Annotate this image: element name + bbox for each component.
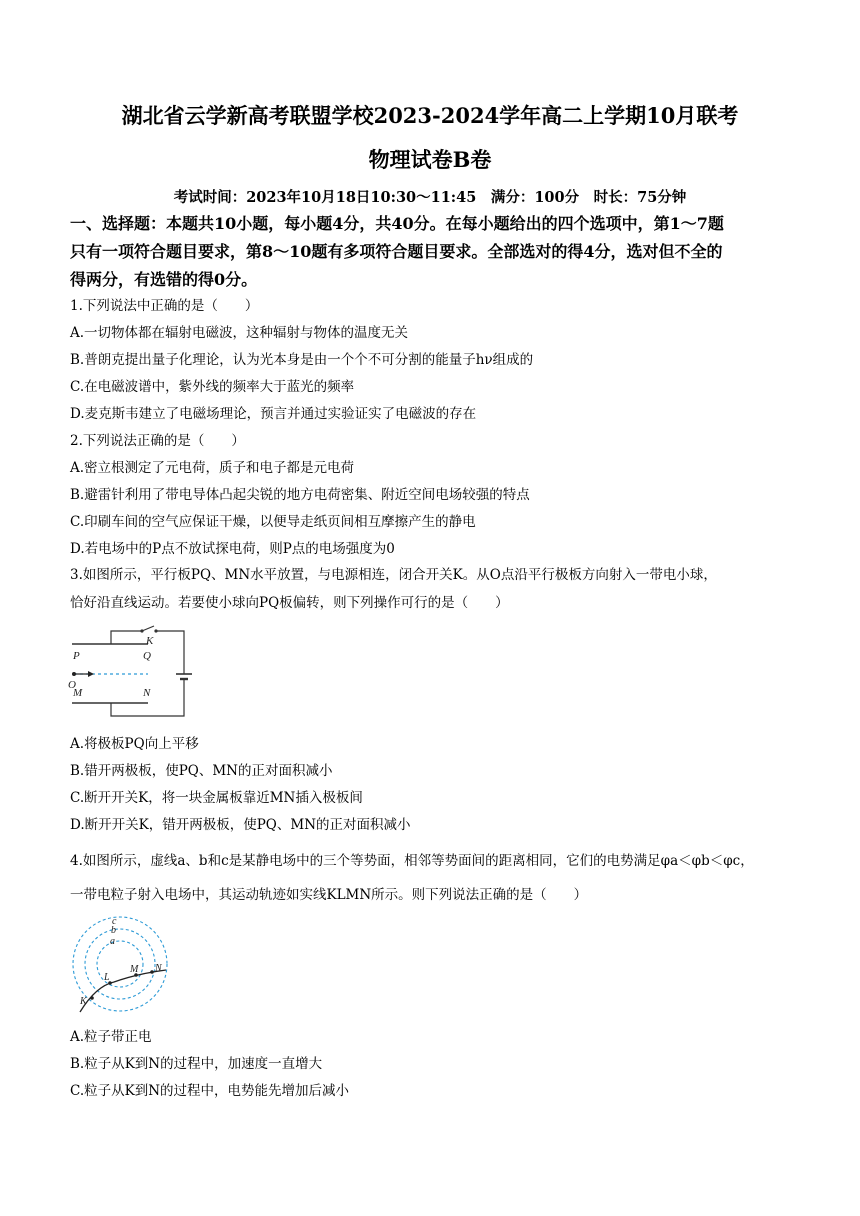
q3-option-a: A.将极板PQ向上平移 <box>70 736 199 752</box>
switch-blade <box>142 626 154 631</box>
q3-option-d: D.断开开关K，错开两极板，使PQ、MN的正对面积减小 <box>70 817 411 833</box>
label-n: N <box>155 963 162 974</box>
section-instructions-line1: 一、选择题：本题共10小题，每小题4分，共40分。在每小题给出的四个选项中，第1～7题 <box>70 214 724 233</box>
q3-stem-line2: 恰好沿直线运动。若要使小球向PQ板偏转，则下列操作可行的是（ ） <box>70 595 509 611</box>
ball-o <box>72 672 76 676</box>
label-k: K <box>146 635 154 647</box>
label-b: b <box>111 925 116 936</box>
q1-stem: 1.下列说法中正确的是（ ） <box>70 298 259 314</box>
section-instructions-line2: 只有一项符合题目要求，第8～10题有多项符合题目要求。全部选对的得4分，选对但不全的 <box>70 242 723 261</box>
point-n <box>150 970 154 974</box>
q1-option-c: C.在电磁波谱中，紫外线的频率大于蓝光的频率 <box>70 379 355 395</box>
q3-stem-line1: 3.如图所示，平行板PQ、MN水平放置，与电源相连，闭合开关K。从O点沿平行极板方向射入一带电小球， <box>70 567 717 583</box>
label-m: M <box>130 964 139 975</box>
label-l: L <box>104 972 110 983</box>
equipotential-figure <box>66 914 178 1016</box>
capacitor-circuit-figure <box>66 622 196 724</box>
circuit-top-wire-left <box>111 631 142 644</box>
label-p: P <box>73 650 80 662</box>
label-o: O <box>68 679 76 691</box>
exam-title-line2: 物理试卷B卷 <box>368 147 492 172</box>
q4-stem-line1: 4.如图所示，虚线a、b和c是某静电场中的三个等势面，相邻等势面间的距离相同，它们的电势满足φa＜φb＜φc， <box>70 853 754 869</box>
switch-contact-left <box>140 629 143 632</box>
q2-option-a: A.密立根测定了元电荷，质子和电子都是元电荷 <box>70 460 355 476</box>
q4-option-b: B.粒子从K到N的过程中，加速度一直增大 <box>70 1056 323 1072</box>
q4-stem-line2: 一带电粒子射入电场中，其运动轨迹如实线KLMN所示。则下列说法正确的是（ ） <box>70 887 588 903</box>
q2-option-b: B.避雷针利用了带电导体凸起尖锐的地方电荷密集、附近空间电场较强的特点 <box>70 487 530 503</box>
q3-option-c: C.断开开关K，将一块金属板靠近MN插入极板间 <box>70 790 363 806</box>
equipotential-c <box>73 917 167 1011</box>
exam-title-line1: 湖北省云学新高考联盟学校2023-2024学年高二上学期10月联考 <box>121 103 739 128</box>
exam-info: 考试时间：2023年10月18日10:30～11:45 满分：100分 时长：75分钟 <box>173 189 687 206</box>
circuit-top-wire-right <box>156 631 184 674</box>
q4-option-a: A.粒子带正电 <box>70 1029 152 1045</box>
q2-option-d: D.若电场中的P点不放试探电荷，则P点的电场强度为0 <box>70 541 395 557</box>
equipotential-b <box>85 929 155 999</box>
label-a: a <box>110 936 115 947</box>
label-m: M <box>73 687 83 699</box>
arrow-head-icon <box>88 671 94 677</box>
q4-option-c: C.粒子从K到N的过程中，电势能先增加后减小 <box>70 1083 350 1099</box>
label-k: K <box>80 996 87 1007</box>
q1-option-a: A.一切物体都在辐射电磁波，这种辐射与物体的温度无关 <box>70 325 409 341</box>
label-q: Q <box>143 650 151 662</box>
switch-contact-right <box>154 629 157 632</box>
q1-option-b: B.普朗克提出量子化理论，认为光本身是由一个个不可分割的能量子hν组成的 <box>70 352 534 368</box>
point-k <box>90 996 94 1000</box>
q2-option-c: C.印刷车间的空气应保证干燥，以便导走纸页间相互摩擦产生的静电 <box>70 514 476 530</box>
label-c: c <box>112 916 117 927</box>
label-n: N <box>143 687 151 699</box>
q3-option-b: B.错开两极板，使PQ、MN的正对面积减小 <box>70 763 333 779</box>
q2-stem: 2.下列说法正确的是（ ） <box>70 433 245 449</box>
q1-option-d: D.麦克斯韦建立了电磁场理论，预言并通过实验证实了电磁波的存在 <box>70 406 477 422</box>
section-instructions-line3: 得两分，有选错的得0分。 <box>70 270 258 289</box>
